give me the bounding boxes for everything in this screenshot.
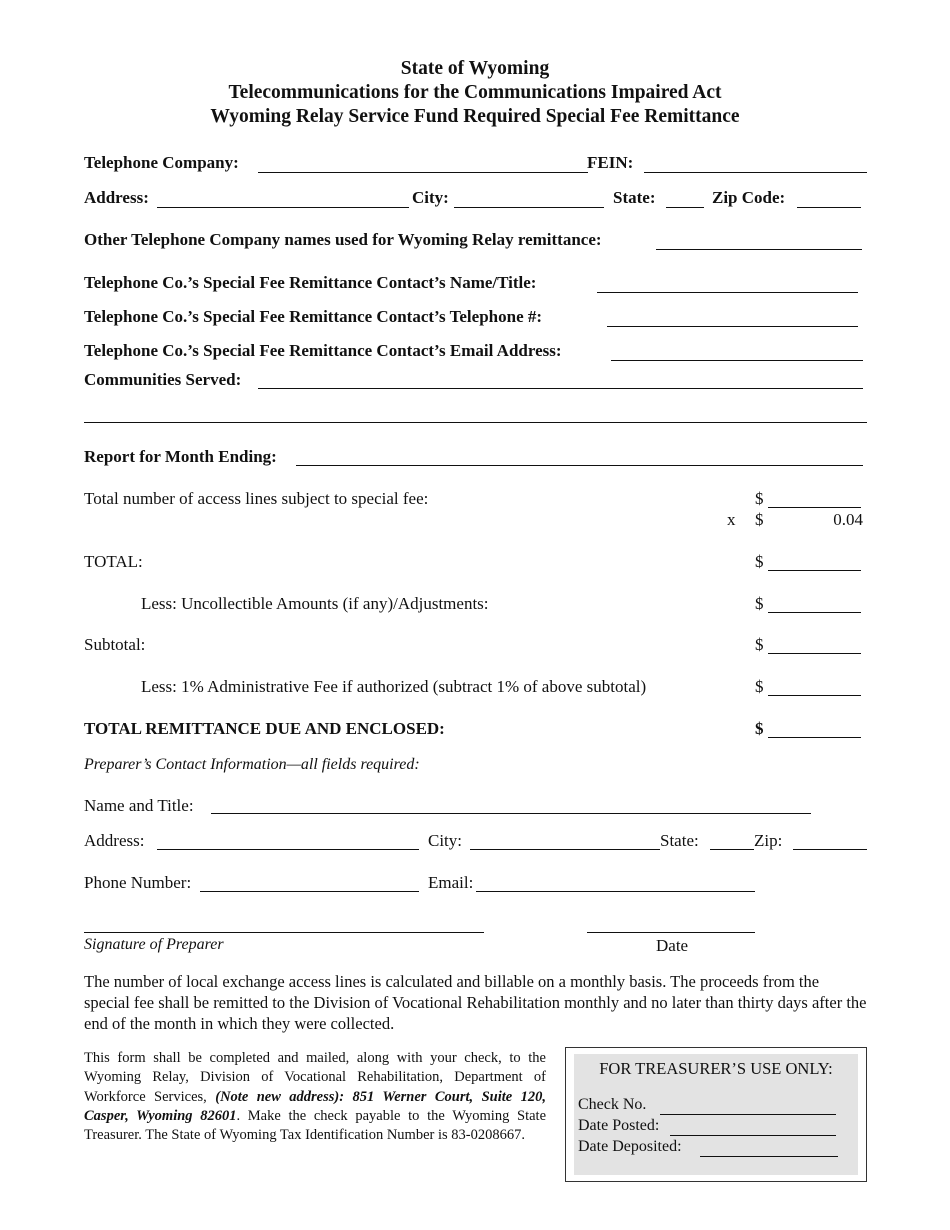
company-zip-field[interactable] <box>797 207 861 208</box>
preparer-zip-field[interactable] <box>793 849 867 850</box>
check-no-field[interactable] <box>660 1114 836 1115</box>
signature-label: Signature of Preparer <box>84 936 224 953</box>
signature-date-label: Date <box>656 936 689 955</box>
signature-date-field[interactable] <box>587 932 755 933</box>
preparer-address-label: Address: <box>84 831 145 850</box>
contact-phone-field[interactable] <box>607 326 858 327</box>
contact-email-field[interactable] <box>611 360 863 361</box>
communities-field[interactable] <box>258 388 863 389</box>
company-zip-label: Zip Code: <box>712 188 786 207</box>
form-title-fund: Wyoming Relay Service Fund Required Special Fee Remittance <box>210 106 740 127</box>
fein-field[interactable] <box>644 172 867 173</box>
mailing-text-part2: . Make the check payable to the Wyoming State Treasurer. The State of Wyoming Tax Identification Number is 83-0208667. <box>84 1107 546 1144</box>
preparer-email-label: Email: <box>428 873 474 892</box>
communities-label: Communities Served: <box>84 370 242 389</box>
preparer-address-field[interactable] <box>157 849 419 850</box>
check-no-label: Check No. <box>578 1096 647 1113</box>
date-posted-label: Date Posted: <box>578 1117 660 1134</box>
preparer-heading: Preparer’s Contact Information—all fields required: <box>84 756 420 773</box>
date-deposited-label: Date Deposited: <box>578 1138 682 1155</box>
total-label: TOTAL: <box>84 552 143 571</box>
multiply-symbol: x <box>727 510 736 529</box>
rate-dollar: $ <box>755 510 764 529</box>
rate-value: 0.04 <box>833 510 863 529</box>
form-title-state: State of Wyoming <box>400 58 550 79</box>
mailing-instructions <box>84 1049 546 1145</box>
admin-fee-label: Less: 1% Administrative Fee if authorized (subtract 1% of above subtotal) <box>141 677 647 696</box>
other-names-label: Other Telephone Company names used for Wyoming Relay remittance: <box>84 230 602 249</box>
treasurer-use-title: FOR TREASURER’S USE ONLY: <box>599 1059 833 1078</box>
date-deposited-field[interactable] <box>700 1156 838 1157</box>
contact-email-label: Telephone Co.’s Special Fee Remittance Contact’s Email Address: <box>84 341 562 360</box>
total-due-field[interactable] <box>768 737 861 738</box>
subtotal-field[interactable] <box>768 653 861 654</box>
total-due-dollar: $ <box>755 719 764 738</box>
date-posted-field[interactable] <box>670 1135 836 1136</box>
preparer-name-field[interactable] <box>211 813 811 814</box>
uncollectible-field[interactable] <box>768 612 861 613</box>
total-dollar: $ <box>755 552 764 571</box>
form-title-act: Telecommunications for the Communications Impaired Act <box>228 82 722 103</box>
uncollectible-label: Less: Uncollectible Amounts (if any)/Adjustments: <box>141 594 489 613</box>
total-due-label: TOTAL REMITTANCE DUE AND ENCLOSED: <box>84 719 445 738</box>
contact-name-field[interactable] <box>597 292 858 293</box>
subtotal-label: Subtotal: <box>84 635 146 654</box>
company-address-field[interactable] <box>157 207 409 208</box>
admin-fee-field[interactable] <box>768 695 861 696</box>
preparer-state-field[interactable] <box>710 849 754 850</box>
admin-fee-dollar: $ <box>755 677 764 696</box>
telephone-company-field[interactable] <box>258 172 588 173</box>
uncollectible-dollar: $ <box>755 594 764 613</box>
contact-phone-label: Telephone Co.’s Special Fee Remittance Contact’s Telephone #: <box>84 307 543 326</box>
subtotal-dollar: $ <box>755 635 764 654</box>
billing-note-paragraph: The number of local exchange access lines is calculated and billable on a monthly basis. The proceeds from the special fee shall be remitted to the Division of Vocational Rehabilitation monthly and no later than thirty days after the end of the month in which they were collected. <box>84 972 867 1033</box>
preparer-phone-label: Phone Number: <box>84 873 192 892</box>
company-city-field[interactable] <box>454 207 604 208</box>
month-ending-field[interactable] <box>296 465 863 466</box>
access-lines-dollar: $ <box>755 489 764 508</box>
preparer-phone-field[interactable] <box>200 891 419 892</box>
company-city-label: City: <box>412 188 449 207</box>
preparer-zip-label: Zip: <box>754 831 783 850</box>
fein-label: FEIN: <box>587 153 634 172</box>
mailing-text-part1: This form shall be completed and mailed, along with your check, to the Wyoming Relay, Division of Vocational Rehabilitation, Department of Workforce Services, <box>84 1050 546 1105</box>
access-lines-field[interactable] <box>768 507 861 508</box>
preparer-email-field[interactable] <box>476 891 755 892</box>
treasurer-use-panel <box>574 1054 858 1175</box>
preparer-name-label: Name and Title: <box>84 796 194 815</box>
preparer-city-label: City: <box>428 831 463 850</box>
month-ending-label: Report for Month Ending: <box>84 447 277 466</box>
access-lines-label: Total number of access lines subject to special fee: <box>84 489 429 508</box>
communities-field-line-2[interactable] <box>84 422 867 423</box>
signature-field[interactable] <box>84 932 484 933</box>
treasurer-use-box <box>565 1047 867 1182</box>
company-state-label: State: <box>613 188 656 207</box>
preparer-state-label: State: <box>660 831 699 850</box>
telephone-company-label: Telephone Company: <box>84 153 239 172</box>
other-names-field[interactable] <box>656 249 862 250</box>
mailing-new-address: (Note new address): 851 Werner Court, Suite 120, Casper, Wyoming 82601 <box>84 1088 547 1124</box>
company-state-field[interactable] <box>666 207 704 208</box>
contact-name-label: Telephone Co.’s Special Fee Remittance Contact’s Name/Title: <box>84 273 537 292</box>
company-address-label: Address: <box>84 188 149 207</box>
total-field[interactable] <box>768 570 861 571</box>
preparer-city-field[interactable] <box>470 849 660 850</box>
